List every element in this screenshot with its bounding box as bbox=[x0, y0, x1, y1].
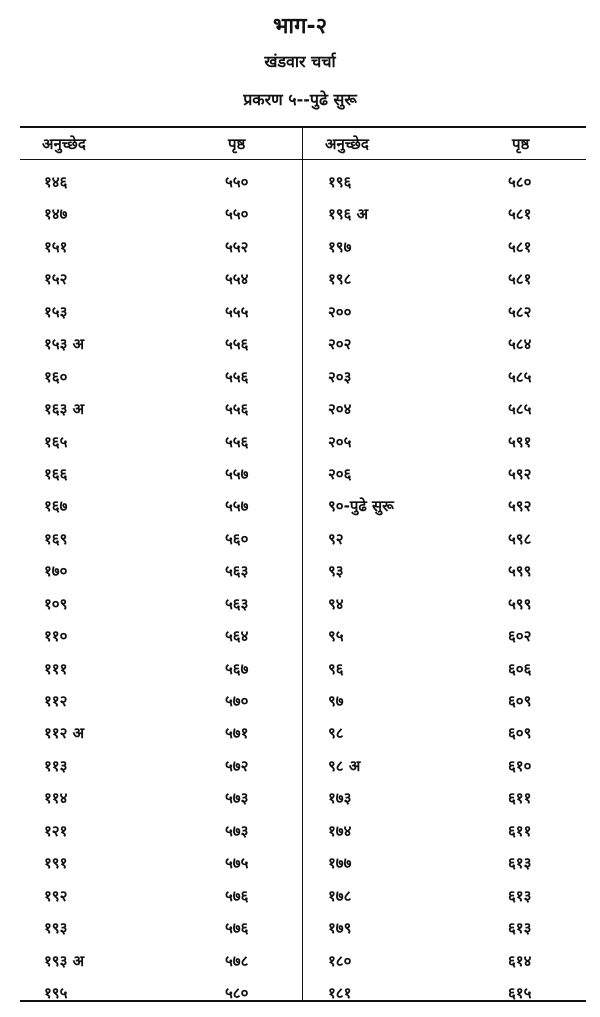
table-row bbox=[20, 263, 586, 295]
table-header-rule bbox=[20, 159, 586, 160]
cell-page-right: ५८५ bbox=[508, 400, 532, 419]
table-row bbox=[20, 458, 586, 490]
cell-paragraph-right: ९८ bbox=[328, 724, 344, 743]
cell-page-left: ५८० bbox=[225, 983, 249, 1002]
cell-paragraph-left: ११३ bbox=[44, 756, 68, 775]
cell-page-right: ६११ bbox=[508, 821, 532, 840]
column-header-paragraph-left: अनुच्छेद bbox=[42, 135, 86, 153]
cell-paragraph-right: ९३ bbox=[328, 562, 344, 581]
cell-paragraph-right: १९६ bbox=[328, 173, 352, 191]
cell-paragraph-left: १९२ bbox=[44, 886, 68, 905]
table-row bbox=[20, 328, 586, 360]
cell-paragraph-left: १५३ अ bbox=[44, 335, 85, 354]
cell-paragraph-right: २०५ bbox=[328, 432, 352, 451]
cell-paragraph-left: १५२ bbox=[44, 270, 68, 289]
cell-paragraph-right: ९८ अ bbox=[328, 756, 361, 775]
cell-paragraph-left: १६७ bbox=[44, 497, 68, 516]
cell-page-right: ६०२ bbox=[508, 627, 532, 646]
cell-page-left: ५५० bbox=[225, 205, 249, 224]
table-row bbox=[20, 166, 586, 198]
cell-page-right: ५८० bbox=[508, 173, 532, 191]
cell-page-right: ६१० bbox=[508, 756, 532, 775]
cell-page-right: ६१३ bbox=[508, 886, 532, 905]
table-row bbox=[20, 490, 586, 522]
table-row bbox=[20, 977, 586, 1009]
cell-paragraph-left: १९३ bbox=[44, 919, 68, 938]
cell-paragraph-left: ११२ bbox=[44, 692, 68, 710]
cell-paragraph-right: २०२ bbox=[328, 335, 352, 354]
table-row bbox=[20, 880, 586, 912]
cell-page-right: ५८१ bbox=[508, 237, 532, 256]
cell-paragraph-left: १९१ bbox=[44, 854, 68, 873]
section-subtitle: खंडवार चर्चा bbox=[264, 52, 336, 71]
table-row bbox=[20, 393, 586, 425]
cell-paragraph-left: १४६ bbox=[44, 173, 68, 191]
cell-page-left: ५५६ bbox=[225, 432, 249, 451]
cell-paragraph-right: २०३ bbox=[328, 367, 352, 386]
cell-paragraph-left: १७० bbox=[44, 562, 68, 581]
table-row bbox=[20, 653, 586, 685]
cell-page-right: ५८१ bbox=[508, 205, 532, 224]
cell-paragraph-left: १६९ bbox=[44, 529, 68, 548]
column-header-page-right: पृष्ठ bbox=[512, 135, 530, 153]
cell-page-left: ५५६ bbox=[225, 400, 249, 419]
cell-page-left: ५५२ bbox=[225, 237, 249, 256]
cell-page-left: ५७१ bbox=[225, 724, 249, 743]
cell-page-right: ६०९ bbox=[508, 692, 532, 710]
cell-page-left: ५५६ bbox=[225, 367, 249, 386]
cell-paragraph-left: १९५ bbox=[44, 983, 68, 1002]
column-header-paragraph-right: अनुच्छेद bbox=[325, 135, 369, 153]
cell-paragraph-right: १९७ bbox=[328, 237, 352, 256]
cell-page-right: ६१३ bbox=[508, 854, 532, 873]
cell-page-left: ५७८ bbox=[225, 951, 249, 970]
column-header-page-left: पृष्ठ bbox=[228, 135, 246, 153]
cell-paragraph-right: १९६ अ bbox=[328, 205, 369, 224]
cell-paragraph-left: ११० bbox=[44, 627, 68, 646]
cell-page-left: ५६७ bbox=[225, 659, 249, 678]
cell-paragraph-right: १७३ bbox=[328, 789, 352, 808]
cell-paragraph-left: ११२ अ bbox=[44, 724, 85, 743]
cell-paragraph-right: १७९ bbox=[328, 919, 352, 938]
cell-page-right: ६०६ bbox=[508, 659, 532, 678]
index-table-body bbox=[20, 166, 586, 1009]
table-row bbox=[20, 620, 586, 652]
cell-page-left: ५५४ bbox=[225, 270, 249, 289]
table-row bbox=[20, 847, 586, 879]
cell-page-left: ५७६ bbox=[225, 919, 249, 938]
table-row bbox=[20, 555, 586, 587]
cell-page-right: ५८१ bbox=[508, 270, 532, 289]
cell-page-right: ६०९ bbox=[508, 724, 532, 743]
cell-paragraph-left: १११ bbox=[44, 659, 68, 678]
table-row bbox=[20, 426, 586, 458]
cell-paragraph-right: ९०-पुढे सुरू bbox=[328, 497, 394, 516]
table-row bbox=[20, 685, 586, 717]
cell-paragraph-left: १४७ bbox=[44, 205, 68, 224]
cell-page-left: ५७२ bbox=[225, 756, 249, 775]
cell-paragraph-left: १६३ अ bbox=[44, 400, 85, 419]
cell-page-right: ६१५ bbox=[508, 983, 532, 1002]
cell-paragraph-left: १२१ bbox=[44, 821, 68, 840]
cell-paragraph-right: १७४ bbox=[328, 821, 352, 840]
table-row bbox=[20, 361, 586, 393]
cell-paragraph-right: २०६ bbox=[328, 464, 352, 483]
cell-page-right: ५८५ bbox=[508, 367, 532, 386]
table-top-rule bbox=[20, 126, 586, 128]
cell-paragraph-left: १९३ अ bbox=[44, 951, 85, 970]
cell-paragraph-right: २०० bbox=[328, 302, 352, 321]
cell-page-right: ५९२ bbox=[508, 464, 532, 483]
table-row bbox=[20, 588, 586, 620]
cell-paragraph-left: १६० bbox=[44, 367, 68, 386]
table-row bbox=[20, 815, 586, 847]
cell-page-left: ५५६ bbox=[225, 335, 249, 354]
table-row bbox=[20, 231, 586, 263]
cell-paragraph-right: ९२ bbox=[328, 529, 344, 548]
cell-page-left: ५५७ bbox=[225, 497, 249, 516]
cell-paragraph-right: १८१ bbox=[328, 983, 352, 1002]
cell-paragraph-left: १६६ bbox=[44, 464, 68, 483]
table-row bbox=[20, 296, 586, 328]
cell-page-right: ५८२ bbox=[508, 302, 532, 321]
cell-page-left: ५६४ bbox=[225, 627, 249, 646]
cell-paragraph-right: १९८ bbox=[328, 270, 352, 289]
cell-page-left: ५५५ bbox=[225, 302, 249, 321]
cell-page-left: ५७० bbox=[225, 692, 249, 710]
table-row bbox=[20, 717, 586, 749]
cell-paragraph-right: २०४ bbox=[328, 400, 352, 419]
cell-paragraph-right: ९४ bbox=[328, 594, 344, 613]
cell-page-left: ५६३ bbox=[225, 562, 249, 581]
cell-page-left: ५७६ bbox=[225, 886, 249, 905]
cell-page-left: ५७३ bbox=[225, 821, 249, 840]
table-row bbox=[20, 945, 586, 977]
cell-page-right: ५९२ bbox=[508, 497, 532, 516]
cell-paragraph-left: १६५ bbox=[44, 432, 68, 451]
cell-paragraph-left: १५३ bbox=[44, 302, 68, 321]
table-row bbox=[20, 198, 586, 230]
cell-page-right: ५९९ bbox=[508, 562, 532, 581]
cell-paragraph-right: ९७ bbox=[328, 692, 344, 710]
cell-paragraph-right: १७७ bbox=[328, 854, 352, 873]
cell-page-right: ५९९ bbox=[508, 594, 532, 613]
cell-page-left: ५७३ bbox=[225, 789, 249, 808]
cell-page-right: ६१३ bbox=[508, 919, 532, 938]
cell-page-right: ५९१ bbox=[508, 432, 532, 451]
table-row bbox=[20, 912, 586, 944]
cell-page-left: ५६० bbox=[225, 529, 249, 548]
cell-page-left: ५५० bbox=[225, 173, 249, 191]
table-row bbox=[20, 782, 586, 814]
cell-page-right: ६११ bbox=[508, 789, 532, 808]
cell-paragraph-left: १५१ bbox=[44, 237, 68, 256]
cell-page-right: ५८४ bbox=[508, 335, 532, 354]
table-row bbox=[20, 750, 586, 782]
cell-page-left: ५६३ bbox=[225, 594, 249, 613]
chapter-heading: प्रकरण ५--पुढे सुरू bbox=[243, 90, 357, 109]
table-row bbox=[20, 523, 586, 555]
cell-paragraph-right: १८० bbox=[328, 951, 352, 970]
cell-paragraph-left: १०९ bbox=[44, 594, 68, 613]
cell-paragraph-right: ९५ bbox=[328, 627, 344, 646]
part-heading: भाग-२ bbox=[272, 14, 328, 39]
cell-paragraph-left: ११४ bbox=[44, 789, 68, 808]
cell-page-right: ५९८ bbox=[508, 529, 532, 548]
cell-page-right: ६१४ bbox=[508, 951, 532, 970]
cell-page-left: ५५७ bbox=[225, 464, 249, 483]
cell-page-left: ५७५ bbox=[225, 854, 249, 873]
cell-paragraph-right: ९६ bbox=[328, 659, 344, 678]
cell-paragraph-right: १७८ bbox=[328, 886, 352, 905]
